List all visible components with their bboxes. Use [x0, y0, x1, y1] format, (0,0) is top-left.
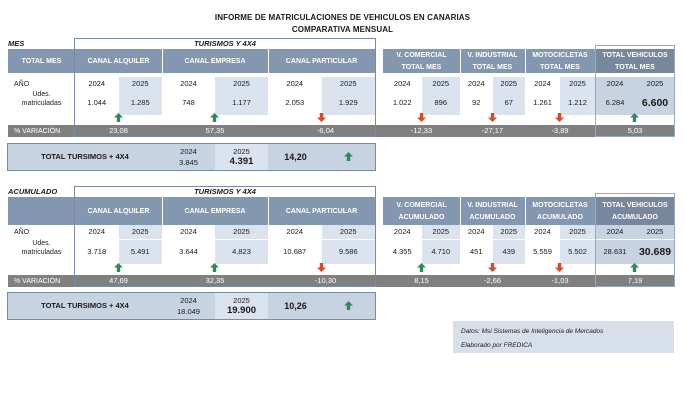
trend-up-icon [210, 263, 219, 272]
column-divider [162, 49, 163, 73]
column-header [595, 197, 675, 225]
column-header [383, 49, 460, 73]
year-2025: 2025 [635, 225, 675, 239]
column-divider [162, 197, 163, 225]
year-2025: 2025 [322, 77, 376, 91]
trend-up-icon [114, 113, 123, 122]
total-turismos-variation: 14,20 [268, 144, 323, 170]
total-value-2024: 18.049 [177, 306, 200, 316]
variation-value: 7,19 [595, 275, 675, 287]
value-2025: 67 [493, 91, 526, 115]
column-header [75, 197, 162, 225]
year-2025: 2025 [635, 77, 675, 91]
year-2024: 2024 [75, 225, 119, 239]
column-header-title: CANAL PARTICULAR [285, 57, 358, 65]
column-header-subtitle: ACUMULADO [398, 213, 445, 221]
variation-value: -1,03 [525, 275, 595, 287]
value-2024: 92 [460, 91, 493, 115]
year-2025: 2025 [493, 225, 526, 239]
units-label-line2: matriculadas [21, 100, 62, 107]
trend-up-icon [344, 152, 353, 161]
column-divider [460, 197, 461, 225]
total-value-2025: 4.391 [229, 156, 254, 167]
block-gap [375, 197, 383, 225]
column-header-title: V. COMERCIAL [396, 51, 447, 59]
value-2024: 451 [460, 240, 493, 264]
year-2024: 2024 [383, 77, 422, 91]
year-2024: 2024 [595, 225, 635, 239]
value-2024: 1.022 [383, 91, 422, 115]
total-year-2024: 2024 [180, 296, 197, 305]
group-label: TURISMOS Y 4X4 [194, 39, 256, 49]
trend-up-icon [114, 263, 123, 272]
units-label [8, 91, 75, 115]
total-turismos-label: TOTAL TURSIMOS + 4X4 [8, 144, 162, 170]
column-divider [525, 197, 526, 225]
variation-value: 8,15 [383, 275, 460, 287]
year-2024: 2024 [162, 225, 215, 239]
variation-value: -6,04 [268, 125, 383, 137]
variation-label: % VARIACIÓN [8, 125, 75, 137]
units-label-line2: matriculadas [21, 249, 62, 256]
column-divider [268, 49, 269, 73]
value-2024: 1.044 [75, 91, 119, 115]
year-2025: 2025 [322, 225, 376, 239]
units-label-line1: Udes. [32, 91, 51, 98]
section-label: MES [8, 39, 25, 49]
total-year-2024: 2024 [180, 147, 197, 156]
year-2024: 2024 [460, 225, 493, 239]
value-2025: 9.586 [322, 240, 376, 264]
column-header-title: TOTAL VEHICULOS [602, 51, 668, 59]
column-header [460, 197, 525, 225]
trend-down-icon [555, 113, 564, 122]
column-divider [595, 197, 596, 225]
trend-down-icon [317, 263, 326, 272]
variation-value: -2,66 [460, 275, 525, 287]
year-2024: 2024 [268, 225, 322, 239]
column-header-subtitle: TOTAL MES [472, 63, 513, 71]
year-2025: 2025 [422, 225, 461, 239]
column-header [525, 197, 595, 225]
value-2025: 439 [493, 240, 526, 264]
column-header [268, 49, 375, 73]
column-header-title: MOTOCICLETAS [532, 201, 588, 209]
column-header [268, 197, 375, 225]
trend-down-icon [488, 113, 497, 122]
trend-up-icon [210, 113, 219, 122]
trend-down-icon [555, 263, 564, 272]
value-2024: 2.053 [268, 91, 322, 115]
column-header [162, 197, 268, 225]
row-header-label: TOTAL MES [8, 49, 75, 73]
value-2024: 6.284 [595, 91, 635, 115]
column-header-subtitle: TOTAL MES [401, 63, 442, 71]
column-header-title: CANAL ALQUILER [87, 57, 150, 65]
column-header-title: MOTOCICLETAS [532, 51, 588, 59]
trend-up-icon [630, 263, 639, 272]
year-2024: 2024 [383, 225, 422, 239]
column-divider [268, 197, 269, 225]
variation-value: -10,30 [268, 275, 383, 287]
column-header-subtitle: ACUMULADO [469, 213, 516, 221]
year-2024: 2024 [525, 77, 560, 91]
source-line-1: Datos: Msi Sistemas de Inteligencia de Mercados [461, 328, 604, 335]
column-header-title: CANAL PARTICULAR [285, 207, 358, 215]
year-2024: 2024 [595, 77, 635, 91]
total-turismos-2024 [162, 293, 215, 319]
year-2024: 2024 [268, 77, 322, 91]
report-title: INFORME DE MATRICULACIONES DE VEHICULOS EN CANARIAS [214, 13, 471, 22]
value-2024: 5.559 [525, 240, 560, 264]
variation-label: % VARIACIÓN [8, 275, 75, 287]
total-turismos-variation: 10,26 [268, 293, 323, 319]
source-note [453, 321, 674, 353]
column-header-title: CANAL EMPRESA [184, 207, 246, 215]
total-turismos-2024 [162, 144, 215, 170]
column-header [525, 49, 595, 73]
year-2025: 2025 [560, 77, 595, 91]
year-2025: 2025 [560, 225, 595, 239]
column-header [595, 49, 675, 73]
variation-value: 23,08 [75, 125, 162, 137]
value-2025: 1.285 [119, 91, 163, 115]
units-label-line1: Udes. [32, 240, 51, 247]
total-year-2025: 2025 [233, 295, 250, 305]
variation-value: 57,35 [162, 125, 268, 137]
total-turismos-2025 [215, 293, 268, 319]
value-2024: 4.355 [383, 240, 422, 264]
year-2024: 2024 [75, 77, 119, 91]
value-2024: 3.718 [75, 240, 119, 264]
value-2025: 6.600 [635, 91, 675, 115]
value-2024: 28.631 [595, 240, 635, 264]
value-2024: 1.261 [525, 91, 560, 115]
total-turismos-label: TOTAL TURSIMOS + 4X4 [8, 293, 162, 319]
value-2025: 1.212 [560, 91, 595, 115]
year-2025: 2025 [119, 225, 163, 239]
column-header-subtitle: TOTAL MES [540, 63, 580, 71]
variation-value: -12,33 [383, 125, 460, 137]
year-2024: 2024 [525, 225, 560, 239]
value-2025: 1.929 [322, 91, 376, 115]
value-2024: 3.644 [162, 240, 215, 264]
trend-down-icon [417, 113, 426, 122]
report-subtitle: COMPARATIVA MENSUAL [291, 25, 394, 34]
column-divider [595, 49, 596, 73]
value-2025: 5.502 [560, 240, 595, 264]
column-header [162, 49, 268, 73]
column-header-subtitle: ACUMULADO [612, 213, 658, 221]
column-header [460, 49, 525, 73]
column-header-title: V. INDUSTRIAL [467, 51, 518, 59]
column-header-title: CANAL EMPRESA [184, 57, 246, 65]
value-2025: 4.823 [215, 240, 268, 264]
value-2025: 30.689 [635, 240, 675, 264]
year-2025: 2025 [493, 77, 526, 91]
value-2025: 1.177 [215, 91, 268, 115]
variation-value: 5,03 [595, 125, 675, 137]
units-label [8, 240, 75, 264]
value-2024: 10.687 [268, 240, 322, 264]
value-2025: 896 [422, 91, 461, 115]
year-2024: 2024 [460, 77, 493, 91]
column-header-title: TOTAL VEHICULOS [602, 201, 668, 209]
total-value-2024: 3.845 [179, 157, 198, 167]
value-2025: 5.491 [119, 240, 163, 264]
column-header-subtitle: TOTAL MES [615, 63, 655, 71]
column-divider [460, 49, 461, 73]
trend-up-icon [630, 113, 639, 122]
value-2025: 4.710 [422, 240, 461, 264]
column-divider [525, 49, 526, 73]
variation-value: -3,89 [525, 125, 595, 137]
column-header-title: V. INDUSTRIAL [467, 201, 518, 209]
section-label: ACUMULADO [8, 187, 58, 197]
total-year-2025: 2025 [233, 146, 250, 156]
trend-down-icon [317, 113, 326, 122]
column-header-title: V. COMERCIAL [396, 201, 447, 209]
total-turismos-2025 [215, 144, 268, 170]
year-2025: 2025 [422, 77, 461, 91]
variation-value: 32,35 [162, 275, 268, 287]
column-header [75, 49, 162, 73]
variation-value: 47,69 [75, 275, 162, 287]
row-header-blank [8, 197, 75, 225]
year-label: AÑO [14, 228, 30, 236]
year-label: AÑO [14, 80, 30, 88]
trend-up-icon [344, 301, 353, 310]
trend-down-icon [488, 263, 497, 272]
year-2025: 2025 [119, 77, 163, 91]
column-header [383, 197, 460, 225]
source-line-2: Elaborado por FREDICA [461, 342, 533, 349]
trend-up-icon [417, 263, 426, 272]
block-gap [375, 49, 383, 73]
year-2024: 2024 [162, 77, 215, 91]
year-2025: 2025 [215, 77, 268, 91]
total-value-2025: 19.900 [226, 305, 257, 316]
column-header-subtitle: ACUMULADO [537, 213, 583, 221]
value-2024: 748 [162, 91, 215, 115]
group-label: TURISMOS Y 4X4 [194, 187, 256, 197]
column-header-title: CANAL ALQUILER [87, 207, 150, 215]
year-2025: 2025 [215, 225, 268, 239]
variation-value: -27,17 [460, 125, 525, 137]
